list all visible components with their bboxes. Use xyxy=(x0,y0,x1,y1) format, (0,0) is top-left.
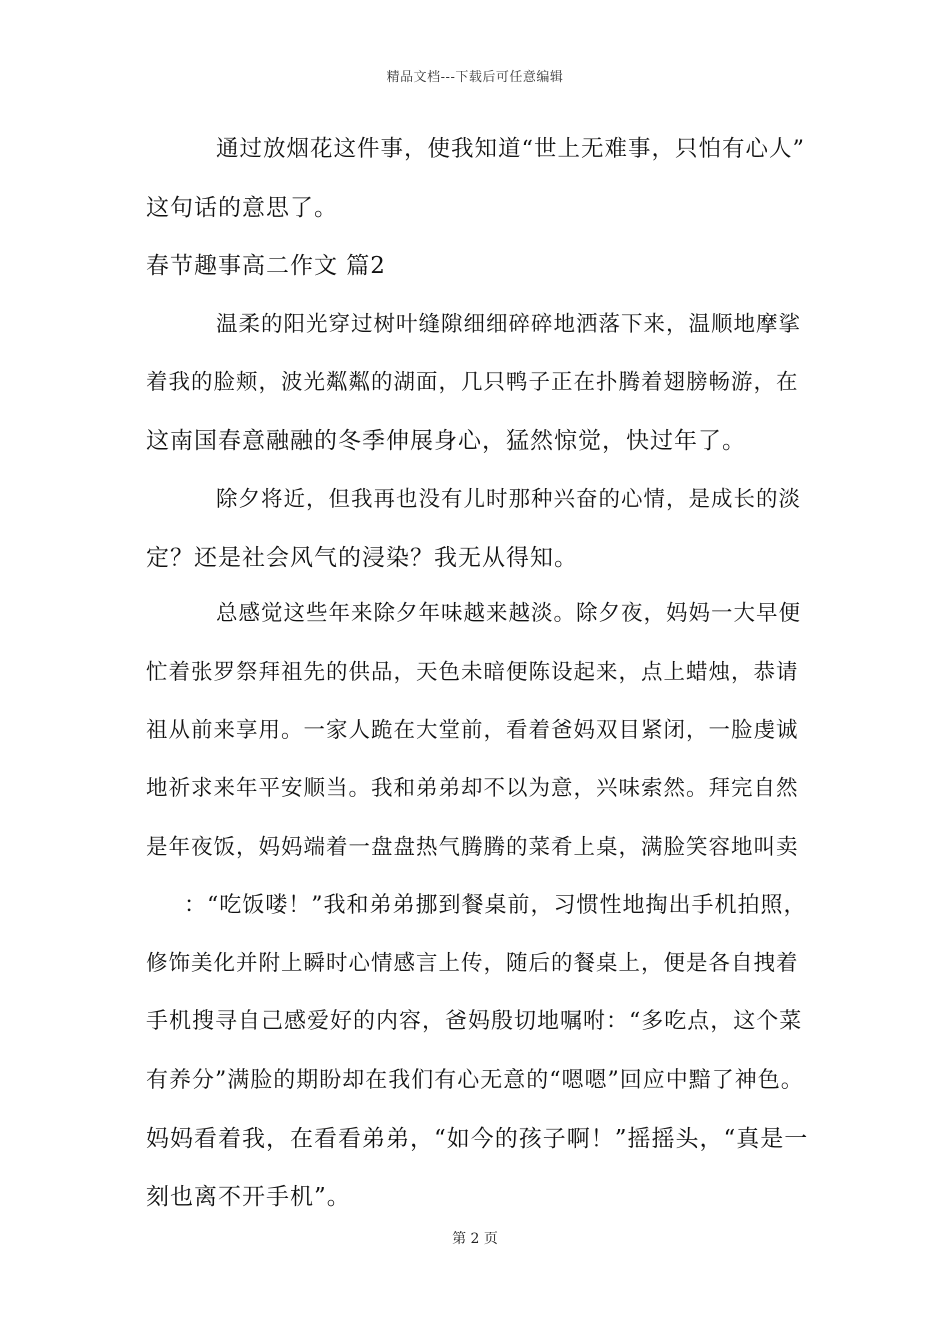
paragraph-line: 这句话的意思了。 xyxy=(146,195,338,221)
page-header: 精品文档---下载后可任意编辑 xyxy=(386,70,564,85)
paragraph-line: 除夕将近，但我再也没有儿时那种兴奋的心情，是成长的淡 xyxy=(216,487,802,512)
paragraph-line: 手机搜寻自己感爱好的内容，爸妈殷切地嘱咐：“多吃点，这个菜 xyxy=(146,1009,803,1034)
paragraph-line: 着我的脸颊，波光粼粼的湖面，几只鸭子正在扑腾着翅膀畅游，在 xyxy=(146,370,799,395)
paragraph-line: 妈妈看着我，在看看弟弟，“如今的孩子啊！”摇摇头，“真是一 xyxy=(146,1126,809,1152)
page-number: 第 2 页 xyxy=(452,1231,498,1247)
paragraph-line: 温柔的阳光穿过树叶缝隙细细碎碎地洒落下来，温顺地摩挲 xyxy=(216,312,802,337)
paragraph-line: 有养分”满脸的期盼却在我们有心无意的“嗯嗯”回应中黯了神色。 xyxy=(146,1068,804,1093)
paragraph-line: 定？还是社会风气的浸染？我无从得知。 xyxy=(146,545,578,571)
paragraph-line: 地祈求来年平安顺当。我和弟弟却不以为意，兴味索然。拜完自然 xyxy=(146,776,799,801)
paragraph-line: 忙着张罗祭拜祖先的供品，天色未暗便陈设起来，点上蜡烛，恭请 xyxy=(146,660,799,685)
paragraph-line: 刻也离不开手机”。 xyxy=(146,1184,351,1210)
paragraph-line: ：“吃饭喽！”我和弟弟挪到餐桌前，习惯性地掏出手机拍照， xyxy=(184,893,807,918)
paragraph-line: 通过放烟花这件事，使我知道“世上无难事，只怕有心人” xyxy=(216,136,806,162)
paragraph-line: 是年夜饭，妈妈端着一盘盘热气腾腾的菜肴上桌，满脸笑容地叫卖 xyxy=(146,835,799,860)
paragraph-line: 祖从前来享用。一家人跪在大堂前，看着爸妈双目紧闭，一脸虔诚 xyxy=(146,718,799,743)
section-heading: 春节趣事高二作文 篇2 xyxy=(146,253,386,279)
paragraph-line: 修饰美化并附上瞬时心情感言上传，随后的餐桌上，便是各自拽着 xyxy=(146,951,799,976)
paragraph-line: 总感觉这些年来除夕年味越来越淡。除夕夜，妈妈一大早便 xyxy=(216,601,802,626)
paragraph-line: 这南国春意融融的冬季伸展身心，猛然惊觉，快过年了。 xyxy=(146,428,746,454)
